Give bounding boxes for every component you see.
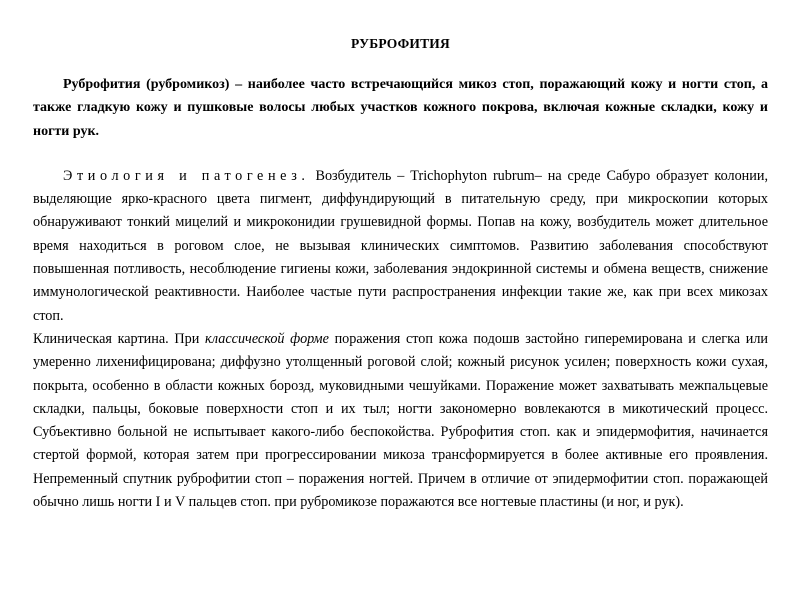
clinical-intro: Клиническая картина. При: [33, 330, 205, 347]
clinical-emphasis: классической форме: [204, 330, 329, 347]
definition-paragraph: Руброфития (рубромикоз) – наиболее часто встречающийся микоз стоп, поражающий кожу и ногти стоп, а также гладкую кожу и пушковые волосы любых участков кожного покрова, включая кожные складки, кожу и ногти рук.: [33, 77, 768, 139]
etiology-text: Возбудитель – Trichophyton rubrum– на среде Сабуро образует колонии, выделяющие ярко-красного цвета пигмент, диффундирующий в питательную среду, при микроскопии которых обнаруживают тонкий мицелий и микроконидии грушевидной формы. Попав на кожу, возбудитель может длительное время находиться в роговом слое, не вызывая клинических симптомов. Развитию заболевания способствуют повышенная потливость, несоблюдение гигиены кожи, заболевания эндокринной системы и обмена веществ, снижение иммунологической реактивности. Наиболее частые пути распространения инфекции такие же, как при всех микозах стоп.: [33, 167, 768, 324]
etiology-paragraph: [33, 165, 768, 328]
etiology-heading: Этиология и патогенез.: [63, 167, 310, 184]
clinical-paragraph: [33, 328, 768, 514]
page-title: РУБРОФИТИЯ: [351, 36, 450, 51]
clinical-text: поражения стоп кожа подошв застойно гиперемирована и слегка или умеренно лихенифицирована; диффузно утолщенный роговой слой; кожный рисунок усилен; поверхность кожи сухая, покрыта, особенно в области кожных борозд, муковидными чешуйками. Поражение может захватывать межпальцевые складки, пальцы, боковые поверхности стоп и их тыл; ногти закономерно вовлекаются в микотический процесс. Субъективно больной не испытывает какого-либо беспокойства. Руброфития стоп. как и эпидермофития, начинается стертой формой, которая затем при прогрессировании микоза трансформируется в более активные его проявления. Непременный спутник руброфитии стоп – поражения ногтей. Причем в отличие от эпидермофитии стоп. поражающей обычно лишь ногти I и V пальцев стоп. при рубромикозе поражаются все ногтевые пластины (и ног, и рук).: [33, 330, 768, 511]
document-page: [33, 34, 768, 514]
